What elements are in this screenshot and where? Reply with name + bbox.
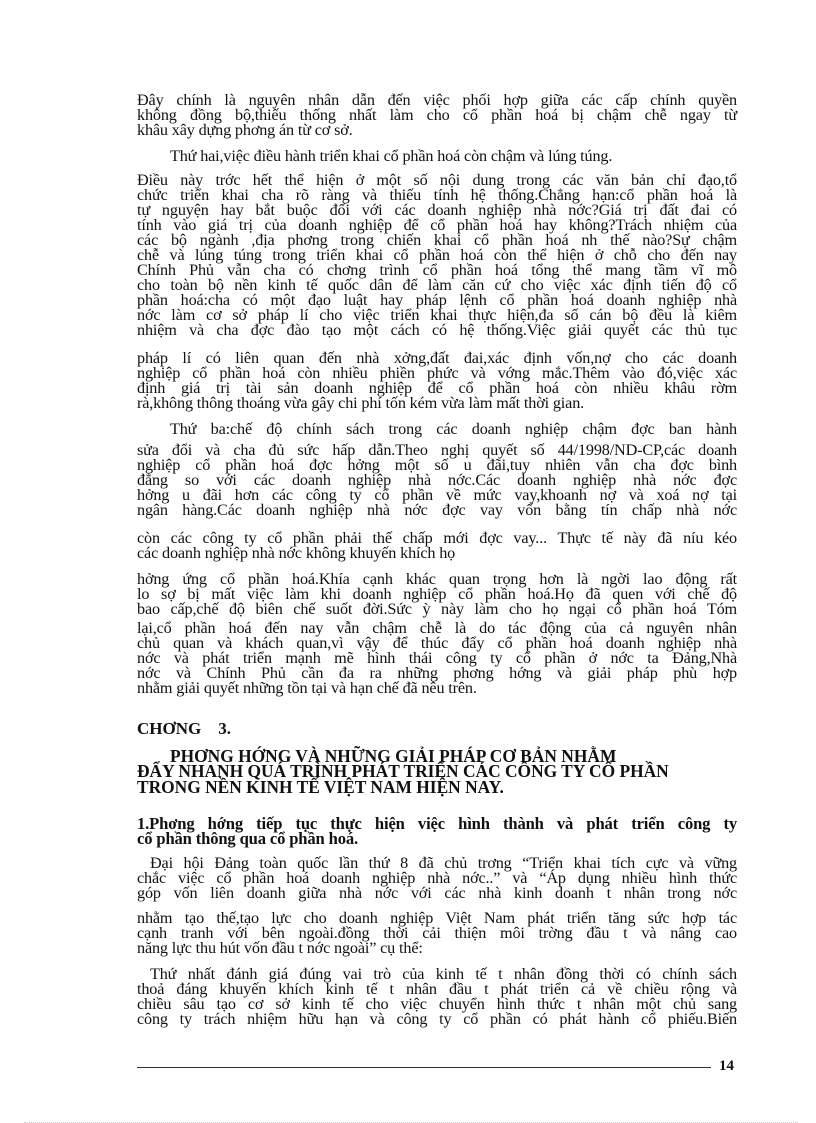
text-line: nhiệm và cha đợc đào tạo một cách có hệ thống.Việc giải quyết các thủ tục — [137, 321, 737, 339]
text-line: năng lực thu hút vốn đầu t nớc ngoài” cụ thể: — [137, 939, 423, 957]
text-line: các doanh nghiệp nhà nớc không khuyến khích họ — [137, 544, 456, 562]
text-line: nhằm giải quyết những tồn tại và hạn chế đã nêu trên. — [137, 679, 477, 697]
text-line: pháp lí có liên quan đến nhà xởng,đất đai,xác định vốn,nợ cho các doanh — [137, 349, 737, 367]
text-line: sửa đổi và cha đủ sức hấp dẫn.Theo nghị quyết số 44/1998/ND-CP,các doanh — [137, 441, 737, 459]
text-line: tự nguyện hay bắt buộc đối với các doanh nghiệp nhà nớc?Giá trị đất đai có — [137, 201, 737, 219]
text-line: chắc việc cổ phần hoá doanh nghiệp nhà nớc..” và “Áp dụng nhiều hình thức — [137, 869, 737, 887]
chapter-label: CHƠNG 3. — [137, 719, 231, 738]
text-line: khâu xây dựng phơng án từ cơ sở. — [137, 121, 353, 139]
chapter-title-line: ĐẨY NHANH QUÁ TRÌNH PHÁT TRIỂN CÁC CÔNG TY CỔ PHẦN — [137, 761, 669, 781]
text-line: góp vốn liên doanh giữa nhà nớc với các nhà kinh doanh t nhân trong nớc — [137, 884, 737, 902]
text-line: nớc làm cơ sở pháp lí cho việc triển khai thực hiện,đa số cán bộ đều là kiêm — [137, 306, 737, 324]
text-line: cạnh tranh với bên ngoài.đồng thời cải thiện môi trờng đầu t và nâng cao — [137, 924, 737, 942]
page-number: 14 — [719, 1058, 734, 1074]
text-line: lại,cổ phần hoá đến nay vẫn chậm chễ là do tác động của cả nguyên nhân — [137, 619, 737, 637]
text-line: chiều sâu tạo cơ sở kinh tế cho việc chuyển hình thức t nhân một chủ sang — [137, 995, 737, 1013]
text-line: nớc và phát triển mạnh mẽ hình thái công ty cổ phần ở nớc ta Đảng,Nhà — [137, 649, 737, 667]
section-title-line: 1.Phơng hớng tiếp tục thực hiện việc hình thành và phát triển công ty — [137, 814, 737, 833]
text-line: hởng u đãi hơn các công ty cổ phần về mức vay,khoanh nợ và xoá nợ tại — [137, 486, 737, 504]
text-line: Thứ ba:chế độ chính sách trong các doanh nghiệp chậm đợc ban hành — [170, 420, 737, 438]
text-line: Đại hội Đảng toàn quốc lần thứ 8 đã chủ trơng “Triển khai tích cực và vững — [150, 854, 737, 872]
text-line: định giá trị tài sản doanh nghiệp để cổ phần hoá còn nhiều khâu rờm — [137, 379, 737, 397]
chapter-title-line: TRONG NỀN KINH TẾ VIỆT NAM HIỆN NAY. — [137, 777, 504, 797]
text-line: các bộ ngành ,địa phơng trong chiến khai cổ phần hoá nh thế nào?Sự chậm — [137, 231, 737, 249]
text-line: tính vào giá trị của doanh nghiệp để cổ phần hoá hay không?Trách nhiệm của — [137, 216, 737, 234]
text-line: công ty trách nhiệm hữu hạn và công ty cổ phần có phát hành cổ phiếu.Biến — [137, 1010, 737, 1028]
text-line: nhằm tạo thế,tạo lực cho doanh nghiệp Việt Nam phát triển tăng sức hợp tác — [137, 909, 737, 927]
text-line: bao cấp,chế độ biên chế suốt đời.Sức ỳ này làm cho họ ngại cổ phần hoá Tóm — [137, 600, 737, 618]
text-line: ngân hàng.Các doanh nghiệp nhà nớc đợc vay vốn bằng tín chấp nhà nớc — [137, 501, 737, 519]
text-line: chủ quan và khách quan,vì vậy để thúc đẩy cổ phần hoá doanh nghiệp nhà — [137, 634, 737, 652]
text-line: không đồng bộ,thiếu thống nhất làm cho cổ phần hoá bị chậm chễ ngay từ — [137, 106, 737, 124]
text-line: rà,không thông thoáng vừa gây chi phí tốn kém vừa làm mất thời gian. — [137, 394, 585, 412]
text-line: Điều này trớc hết thể hiện ở một số nội dung trong các văn bản chỉ đạo,tổ — [137, 171, 737, 189]
text-line: Thứ nhất đánh giá đúng vai trò của kinh tế t nhân đồng thời có chính sách — [150, 965, 737, 983]
text-line: nghiệp cổ phần hoá đợc hởng một số u đãi,tuy nhiên vẫn cha đợc bình — [137, 456, 737, 474]
text-line: Chính Phủ vẫn cha có chơng trình cổ phần hoá tổng thể mang tầm vĩ mô — [137, 261, 737, 279]
text-line: Đây chính là nguyên nhân dẫn đến việc phối hợp giữa các cấp chính quyền — [137, 91, 737, 109]
text-line: phần hoá:cha có một đạo luật hay pháp lệnh cổ phần hoá doanh nghiệp nhà — [137, 291, 737, 309]
text-line: còn các công ty cổ phần phải thế chấp mới đợc vay... Thực tế này đã níu kéo — [137, 529, 737, 547]
text-line: cho toàn bộ nền kinh tế quốc dân để làm căn cứ cho việc xác định tiến độ cổ — [137, 276, 737, 294]
text-line: đẳng so với các doanh nghiệp nhà nớc.Các doanh nghiệp nhà nớc đợc — [137, 471, 737, 489]
text-line: thoả đáng khuyến khích kinh tế t nhân đầu t phát triển cả về chiều rộng và — [137, 980, 737, 998]
chapter-title-line: PHƠNG HỚNG VÀ NHỮNG GIẢI PHÁP CƠ BẢN NHẰM — [170, 746, 617, 766]
text-line: Thứ hai,việc điều hành triển khai cổ phần hoá còn chậm và lúng túng. — [170, 147, 613, 165]
text-line: chức triển khai cha rõ ràng và thiếu tính hệ thống.Chẳng hạn:cổ phần hoá là — [137, 186, 737, 204]
text-line: chễ và lúng túng trong triển khai cổ phần hoá còn thể hiện ở chỗ cho đến nay — [137, 246, 737, 264]
text-line: nớc và Chính Phủ cần đa ra những phơng hớng và giải pháp phù hợp — [137, 664, 737, 682]
section-title-line: cổ phần thông qua cổ phần hoá. — [137, 829, 358, 848]
footer-rule — [137, 1067, 711, 1068]
text-line: hởng ứng cổ phần hoá.Khía cạnh khác quan trọng hơn là ngời lao động rất — [137, 570, 737, 588]
text-line: lo sợ bị mất việc làm khi doanh nghiệp cổ phần hoá.Họ đã quen với chế độ — [137, 585, 737, 603]
text-line: nghiệp cổ phần hoá còn nhiều phiền phức và vớng mắc.Thêm vào đó,việc xác — [137, 364, 737, 382]
